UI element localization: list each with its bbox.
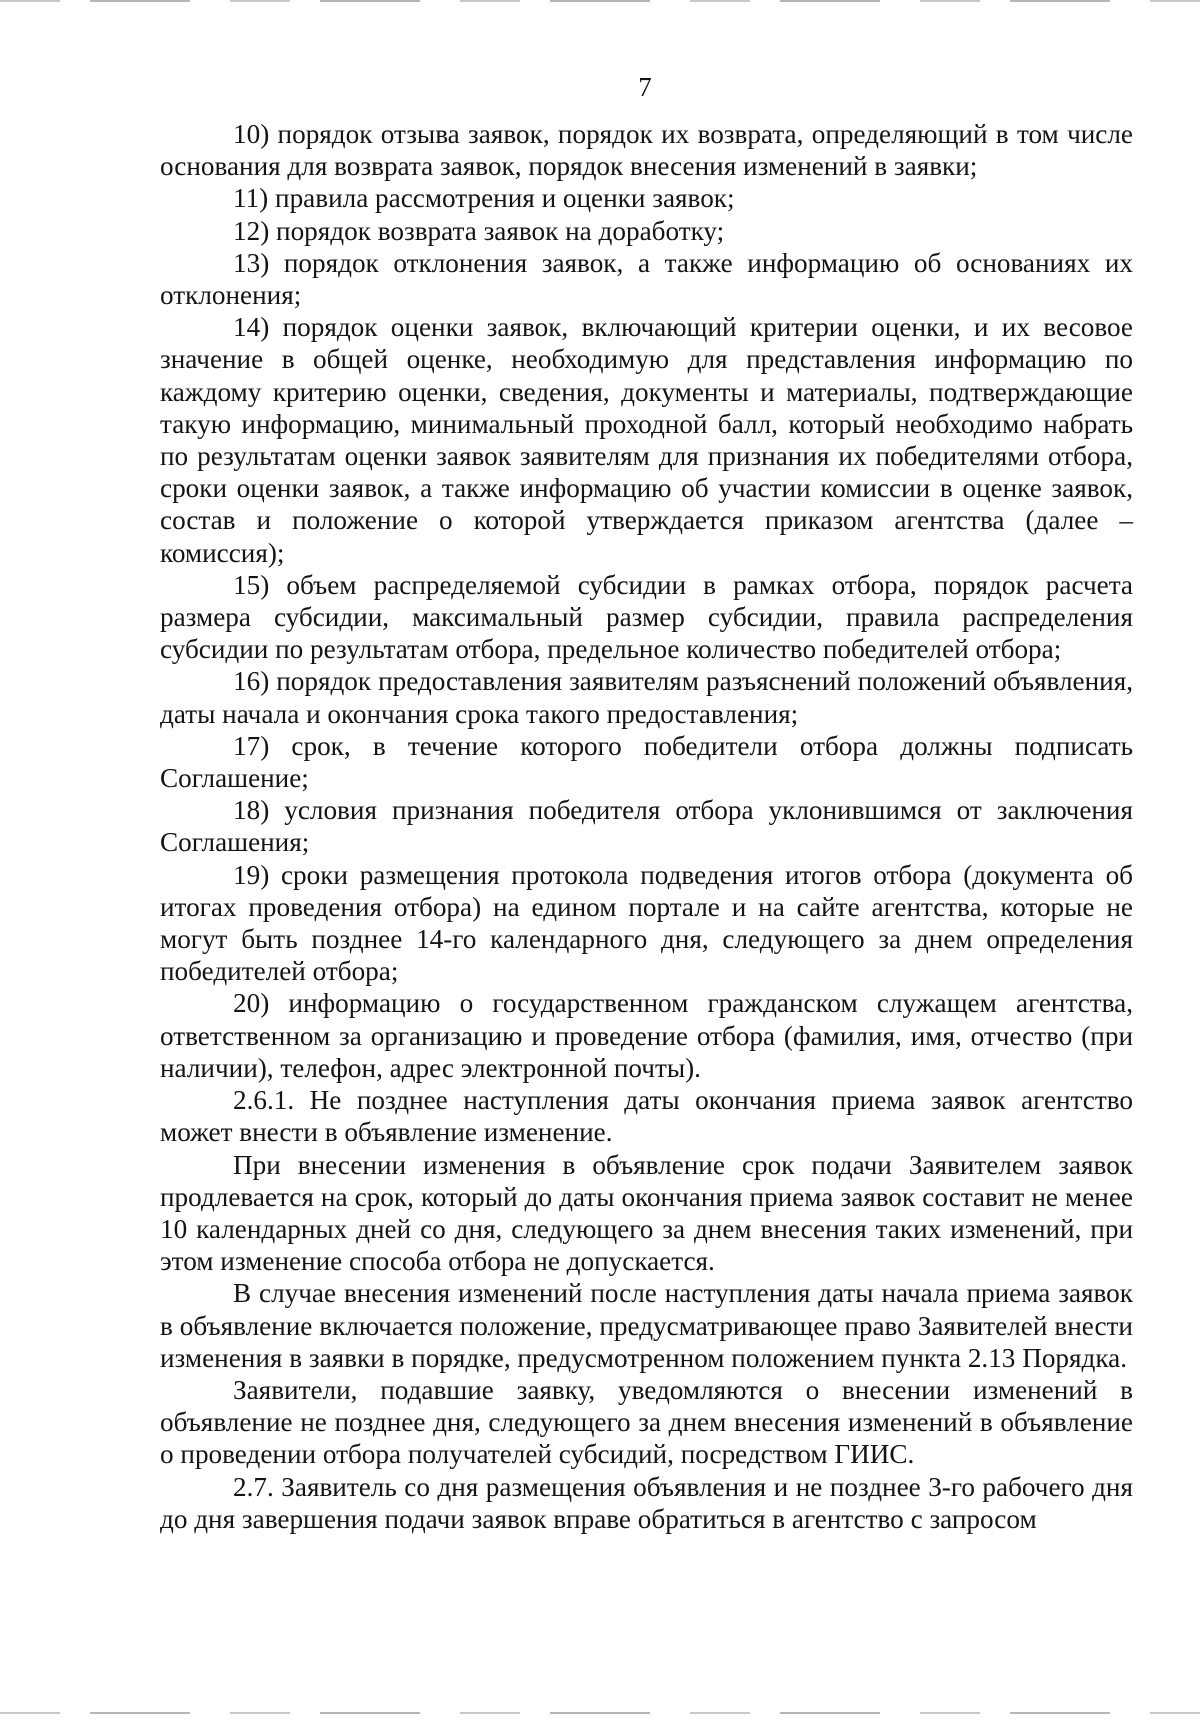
paragraph-deadline-extension: При внесении изменения в объявление срок подачи Заявителем заявок продлевается на срок, который до даты окончания приема заявок составит не менее 10 календарных дней со дня, следующего за днем внесения таких изменений, при этом изменение способа отбора не допускается. [160,1149,1133,1277]
paragraph-item-16: 16) порядок предоставления заявителям разъяснений положений объявления, даты начала и окончания срока такого предоставления; [160,666,1133,729]
paragraph-item-12: 12) порядок возврата заявок на доработку; [233,215,725,246]
paragraph-section-2-7: 2.7. Заявитель со дня размещения объявления и не позднее 3-го рабочего дня до дня завершения подачи заявок вправе обратиться в агентство с запросом [160,1471,1133,1534]
scan-edge-bottom [0,1712,1200,1714]
paragraph-item-17: 17) срок, в течение которого победители отбора должны подписать Соглашение; [160,730,1133,794]
paragraph-item-14: 14) порядок оценки заявок, включающий критерии оценки, и их весовое значение в общей оценке, необходимую для представления информацию по каждому критерию оценки, сведения, документы и материалы, подтверждающие такую информацию, минимальный проходной балл, который необходимо набрать по результатам оценки заявок заявителям для признания их победителями отбора, сроки оценки заявок, а также информацию об участии комиссии в оценке заявок, состав и положение о которой утверждается приказом агентства (далее – комиссия); [160,312,1133,568]
document-body [160,118,1133,1535]
page-number: 7 [638,72,652,102]
paragraph-applicant-notification: Заявители, подавшие заявку, уведомляются о внесении изменений в объявление не позднее дня, следующего за днем внесения изменений в объявление о проведении отбора получателей субсидий, посредством ГИИС. [160,1374,1133,1470]
paragraph-changes-after-start: В случае внесения изменений после наступления даты начала приема заявок в объявление включается положение, предусматривающее право Заявителей внести изменения в заявки в порядке, предусмотренном положением пункта 2.13 Порядка. [160,1278,1133,1373]
scan-edge-top [0,0,1200,2]
paragraph-item-18: 18) условия признания победителя отбора уклонившимся от заключения Соглашения; [160,795,1133,858]
paragraph-item-19: 19) сроки размещения протокола подведения итогов отбора (документа об итогах проведения отбора) на едином портале и на сайте агентства, которые не могут быть позднее 14-го календарного дня, следующего за днем определения победителей отбора; [160,859,1133,987]
paragraph-item-13: 13) порядок отклонения заявок, а также информацию об основаниях их отклонения; [160,247,1133,311]
paragraph-section-2-6-1: 2.6.1. Не позднее наступления даты окончания приема заявок агентство может внести в объявление изменение. [160,1085,1133,1148]
paragraph-item-15: 15) объем распределяемой субсидии в рамках отбора, порядок расчета размера субсидии, максимальный размер субсидии, правила распределения субсидии по результатам отбора, предельное количество победителей отбора; [160,569,1133,665]
paragraph-item-10: 10) порядок отзыва заявок, порядок их возврата, определяющий в том числе основания для возврата заявок, порядок внесения изменений в заявки; [160,119,1133,182]
paragraph-item-11: 11) правила рассмотрения и оценки заявок; [233,183,735,214]
paragraph-item-20: 20) информацию о государственном гражданском служащем агентства, ответственном за организацию и проведение отбора (фамилия, имя, отчество (при наличии), телефон, адрес электронной почты). [160,988,1133,1083]
